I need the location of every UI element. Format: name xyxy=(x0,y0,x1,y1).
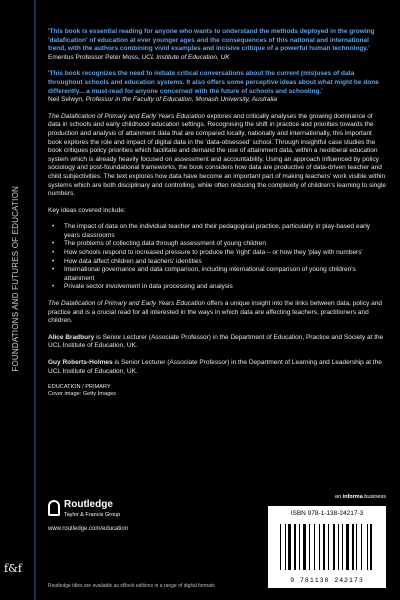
barcode-bar xyxy=(326,524,327,570)
list-item: • Private sector involvement in data processing and analysis xyxy=(60,283,386,292)
quote-text: 'This book is essential reading for anyone who wants to understand the methods deployed in the growing 'datafication' of education at ever younger ages and the consequences of this national and international trend, with the authors combining vivid examples and incisive critique of a powerful human technology.' xyxy=(48,28,375,53)
cover-credit: Cover image: Getty Images xyxy=(48,391,117,398)
category-label: EDUCATION / PRIMARY xyxy=(48,384,111,391)
barcode-bar xyxy=(367,524,368,570)
author-name: Guy Roberts-Holmes xyxy=(48,359,113,366)
quote-attribution xyxy=(48,54,386,63)
barcode-bar xyxy=(303,524,306,570)
routledge-logo-icon xyxy=(48,500,60,516)
back-cover-text xyxy=(48,28,386,398)
author-bio-1 xyxy=(48,334,386,351)
series-logo: f&f xyxy=(4,562,22,575)
barcode-bar xyxy=(292,524,293,570)
barcode-bar xyxy=(352,524,354,570)
quote-text: 'This book recognizes the need to initiate critical conversations about the current (mis)uses of data throughout schools and education systems. It also offers some perceptive ideas about what might be done differently... a must-read for anyone concerned with the future of schools and schooling.' xyxy=(48,70,379,95)
barcode-bar xyxy=(294,524,296,570)
barcode-bar xyxy=(288,524,291,570)
list-item: • How schools respond to increased pressure to produce the 'right' data – or how they 'play with numbers' xyxy=(60,249,386,258)
key-ideas-heading: Key ideas covered include: xyxy=(48,206,126,214)
barcode-bar xyxy=(282,524,284,570)
quote-author: Emeritus Professor Peter Moss, xyxy=(48,53,140,61)
barcode xyxy=(268,506,386,588)
barcode-bar xyxy=(355,524,356,570)
author-bio: is Senior Lecturer (Associate Professor) in the Department of Learning and Leadership at the UCL Institute of Education, UK. xyxy=(48,359,382,375)
barcode-bar xyxy=(323,524,325,570)
quote-author: Neil Selwyn, xyxy=(48,96,84,104)
book-title-ref: The Datafication of Primary and Early Years Education xyxy=(48,300,206,308)
barcode-bars xyxy=(280,524,374,570)
book-title-ref: The Datafication of Primary and Early Years Education xyxy=(48,112,206,120)
barcode-bar xyxy=(369,524,370,570)
informa-suffix: business xyxy=(364,494,386,500)
closing-body: offers a unique insight into the links between data, policy and practice and is a crucial read for all interested in the ways in which data are affecting teachers, practitioners and children. xyxy=(48,300,382,325)
barcode-bar xyxy=(328,524,329,570)
barcode-bar xyxy=(338,524,339,570)
barcode-bar xyxy=(299,524,300,570)
book-spine xyxy=(0,0,36,600)
author-bio: is Senior Lecturer (Associate Professor) in the Department of Education, Practice and Society at the UCL Institute of Education, UK. xyxy=(48,333,384,350)
list-item: • The impact of data on the individual teacher and their pedagogical practice, particularly in play-based early years classrooms xyxy=(60,223,386,240)
barcode-bar xyxy=(280,524,281,570)
barcode-bar xyxy=(356,524,357,570)
barcode-bar xyxy=(309,524,310,570)
barcode-bar xyxy=(329,524,332,570)
list-item: • How data affect children and teachers' identities xyxy=(60,258,386,267)
author-name: Alice Bradbury xyxy=(48,333,95,341)
quote-affiliation: UCL Institute of Education, UK xyxy=(141,53,230,61)
barcode-bar xyxy=(361,524,362,570)
informa-brand: informa xyxy=(342,494,363,500)
barcode-bar xyxy=(314,524,315,570)
ebook-note: Routledge titles are available as eBook editions in a range of digital formats xyxy=(48,583,215,589)
publisher-area xyxy=(48,494,386,592)
barcode-bar xyxy=(344,524,345,570)
barcode-bar xyxy=(336,524,337,570)
series-title: FOUNDATIONS AND FUTURES OF EDUCATION xyxy=(11,186,20,372)
publisher-group: Taylor & Francis Group xyxy=(64,512,121,518)
book-description xyxy=(48,113,386,199)
barcode-bar xyxy=(307,524,308,570)
barcode-bar xyxy=(363,524,366,570)
barcode-bar xyxy=(321,524,322,570)
barcode-bar xyxy=(340,524,342,570)
closing-paragraph xyxy=(48,300,386,326)
barcode-bar xyxy=(333,524,335,570)
barcode-bar xyxy=(297,524,298,570)
barcode-bar xyxy=(287,524,288,570)
routledge-logo xyxy=(48,500,120,518)
barcode-bar xyxy=(311,524,313,570)
barcode-bar xyxy=(346,524,349,570)
barcode-number: 9 781138 242173 xyxy=(290,577,364,584)
quote-attribution xyxy=(48,96,386,105)
barcode-bar xyxy=(370,524,372,570)
barcode-bar xyxy=(358,524,360,570)
author-bio-2 xyxy=(48,359,386,376)
quote-1 xyxy=(48,28,386,62)
barcode-bar xyxy=(342,524,343,570)
barcode-bar xyxy=(319,524,320,570)
publisher-url[interactable]: www.routledge.com/education xyxy=(48,526,129,532)
publisher-name: Routledge xyxy=(64,499,113,510)
barcode-bar xyxy=(301,524,303,570)
quote-affiliation: Professor in the Faculty of Education, Monash University, Australia xyxy=(85,96,278,104)
barcode-bar xyxy=(350,524,351,570)
key-ideas-list xyxy=(48,223,386,292)
informa-prefix: an xyxy=(334,494,342,500)
description-body: explores and critically analyses the growing dominance of data in schools and early childhood education settings. Recognising the shift in practice and priorities towards the production and analysis of attainment data that are compared locally, nationally and internationally, this important book explores the role and impact of digital data in the 'data-obsessed' school. Through insightful case studies the book critiques policy priorities which facilitate and demand the use of attainment data, within a neoliberal education system which is already heavily focused on assessment and accountability. Using an approach influenced by policy sociology and post-foundational frameworks, the book considers how data are productive of data-driven teacher and child subjectivities. The text explores how data have become an important part of making teachers' work visible within systems which are both disciplinary and controlling, while often reducing the complexity of children's learning to single numbers. xyxy=(48,112,386,198)
barcode-bar xyxy=(285,524,286,570)
barcode-bar xyxy=(315,524,318,570)
informa-badge xyxy=(335,494,386,500)
barcode-bar xyxy=(373,524,374,570)
quote-2 xyxy=(48,70,386,104)
list-item: • The problems of collecting data through assessment of young children xyxy=(60,240,386,249)
list-item: • International governance and data comparison, including international comparison of young children's attainment xyxy=(60,266,386,283)
isbn: ISBN 978-1-138-24217-3 xyxy=(290,510,364,517)
